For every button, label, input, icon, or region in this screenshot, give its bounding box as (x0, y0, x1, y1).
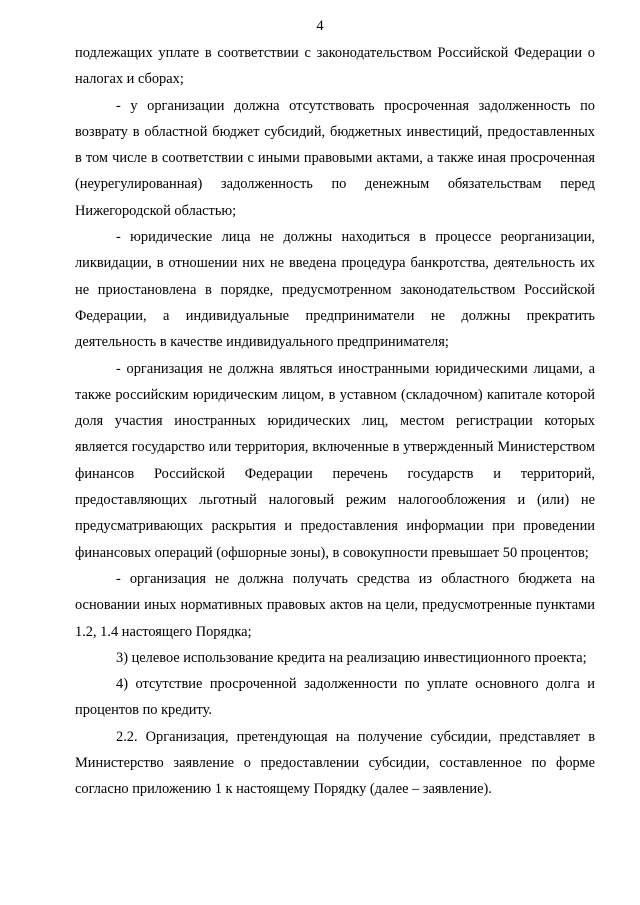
page-number: 4 (316, 18, 324, 34)
paragraph-no-other-budget-funds: - организация не должна получать средства из областного бюджета на основании иных нормативных правовых актов на цели, предусмотренные пунктами 1.2, 1.4 настоящего Порядка; (75, 570, 595, 640)
paragraph-item-4: 4) отсутствие просроченной задолженности по уплате основного долга и процентов по кредиту. (75, 676, 595, 719)
document-body (75, 40, 595, 803)
paragraph-item-3: 3) целевое использование кредита на реализацию инвестиционного проекта; (116, 649, 587, 666)
paragraph-not-foreign-entity: - организация не должна являться иностранными юридическими лицами, а также российским юридическим лицом, в уставном (складочном) капитале которой доля участия иностранных юридических лиц, местом регистрации которых является государство или территория, включенные в утвержденный Министерством финансов Российской Федерации перечень государств и территорий, предоставляющих льготный налоговый режим налогообложения и (или) не предусматривающих раскрытия и предоставления информации при проведении финансовых операций (офшорные зоны), в совокупности превышает 50 процентов; (75, 360, 595, 561)
paragraph-section-2-2: 2.2. Организация, претендующая на получение субсидии, представляет в Министерство заявление о предоставлении субсидии, составленное по форме согласно приложению 1 к настоящему Порядку (далее – заявление). (75, 728, 595, 798)
paragraph-no-reorganization: - юридические лица не должны находиться в процессе реорганизации, ликвидации, в отношении них не введена процедура банкротства, деятельность их не приостановлена в порядке, предусмотренном законодательством Российской Федерации, а индивидуальные предприниматели не должны прекратить деятельность в качестве индивидуального предпринимателя; (75, 229, 595, 351)
paragraph-continuation: подлежащих уплате в соответствии с законодательством Российской Федерации о налогах и сборах; (75, 45, 595, 88)
paragraph-no-overdue-debt: - у организации должна отсутствовать просроченная задолженность по возврату в областной бюджет субсидий, бюджетных инвестиций, предоставленных в том числе в соответствии с иными правовыми актами, а также иная просроченная (неурегулированная) задолженность по денежным обязательствам перед Нижегородской областью; (75, 97, 595, 219)
